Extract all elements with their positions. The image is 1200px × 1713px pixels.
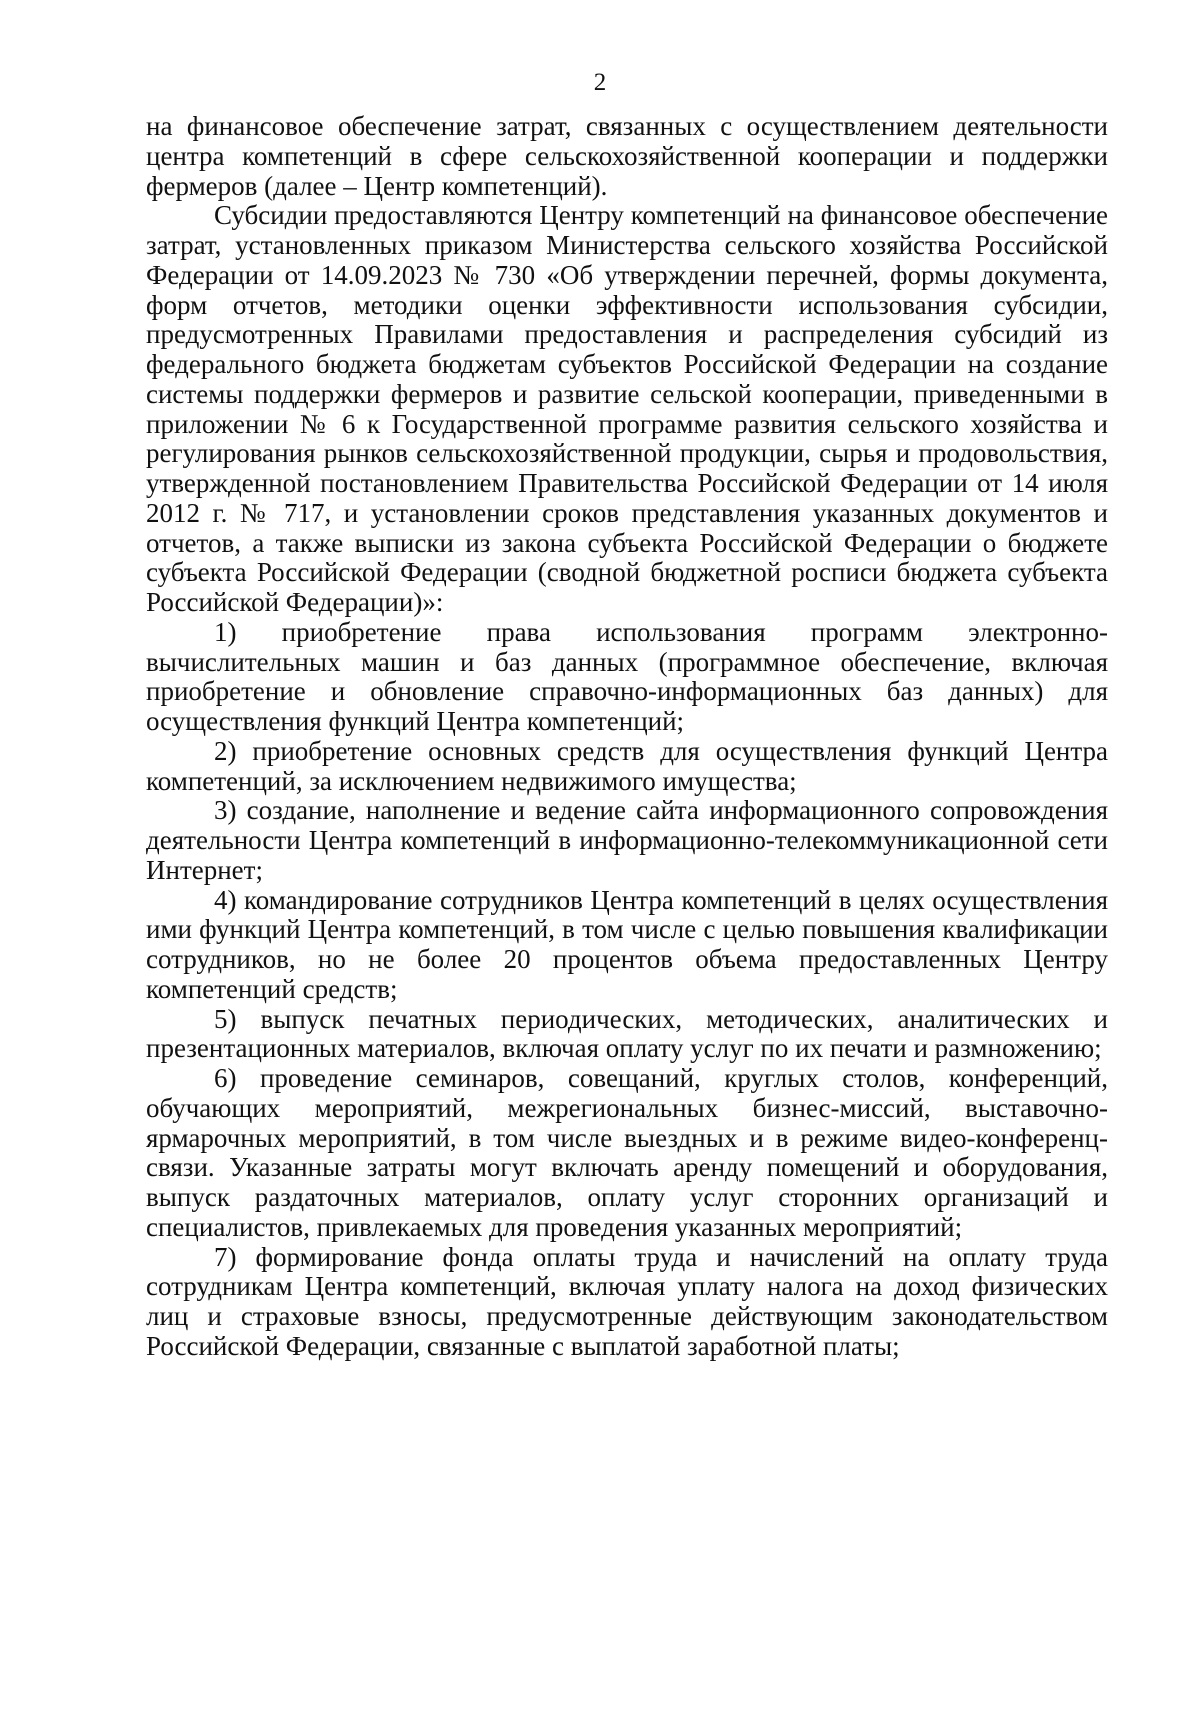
paragraph-subsidies: Субсидии предоставляются Центру компетенций на финансовое обеспечение затрат, установленных приказом Министерства сельского хозяйства Российской Федерации от 14.09.2023 № 730 «Об утверждении перечней, формы документа, форм отчетов, методики оценки эффективности использования субсидии, предусмотренных Правилами предоставления и распределения субсидий из федерального бюджета бюджетам субъектов Российской Федерации на создание системы поддержки фермеров и развитие сельской кооперации, приведенными в приложении № 6 к Государственной программе развития сельского хозяйства и регулирования рынков сельскохозяйственной продукции, сырья и продовольствия, утвержденной постановлением Правительства Российской Федерации от 14 июля 2012 г. № 717, и установлении сроков представления указанных документов и отчетов, а также выписки из закона субъекта Российской Федерации о бюджете субъекта Российской Федерации (сводной бюджетной росписи бюджета субъекта Российской Федерации)»:: [146, 200, 1108, 617]
list-item-3-website: 3) создание, наполнение и ведение сайта информационного сопровождения деятельности Центра компетенций в информационно-телекоммуникационной сети Интернет;: [146, 795, 1108, 885]
list-item-7-payroll: 7) формирование фонда оплаты труда и начислений на оплату труда сотрудникам Центра компетенций, включая уплату налога на доход физических лиц и страховые взносы, предусмотренные действующим законодательством Российской Федерации, связанные с выплатой заработной платы;: [146, 1241, 1108, 1361]
list-item-4-business-trips: 4) командирование сотрудников Центра компетенций в целях осуществления ими функций Центра компетенций, в том числе с целью повышения квалификации сотрудников, но не более 20 процентов объема предоставленных Центру компетенций средств;: [146, 884, 1108, 1004]
list-item-2-fixed-assets: 2) приобретение основных средств для осуществления функций Центра компетенций, за исключением недвижимого имущества;: [146, 735, 1108, 796]
list-item-6-events: 6) проведение семинаров, совещаний, круглых столов, конференций, обучающих мероприятий, межрегиональных бизнес-миссий, выставочно-ярмарочных мероприятий, в том числе выездных и в режиме видео-конференц-связи. Указанные затраты могут включать аренду помещений и оборудования, выпуск раздаточных материалов, оплату услуг сторонних организаций и специалистов, привлекаемых для проведения указанных мероприятий;: [146, 1063, 1108, 1242]
page-number: 2: [593, 69, 607, 96]
list-item-5-printed-materials: 5) выпуск печатных периодических, методических, аналитических и презентационных материалов, включая оплату услуг по их печати и размножению;: [146, 1003, 1108, 1064]
list-item-1-software: 1) приобретение права использования программ электронно-вычислительных машин и баз данных (программное обеспечение, включая приобретение и обновление справочно-информационных баз данных) для осуществления функций Центра компетенций;: [146, 616, 1108, 736]
document-body: [146, 112, 1108, 1362]
paragraph-intro-continuation: на финансовое обеспечение затрат, связанных с осуществлением деятельности центра компетенций в сфере сельскохозяйственной кооперации и поддержки фермеров (далее – Центр компетенций).: [146, 111, 1108, 201]
